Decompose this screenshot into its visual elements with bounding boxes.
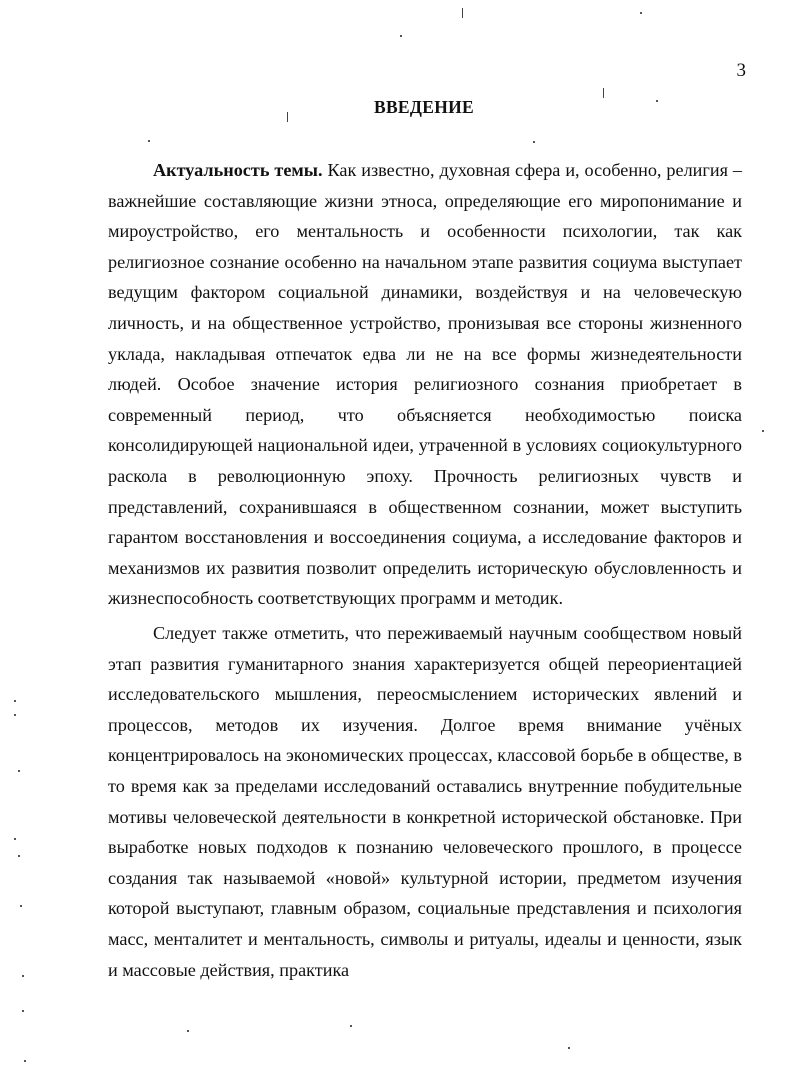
scan-speck — [640, 12, 642, 14]
scan-speck — [462, 8, 463, 18]
scan-speck — [400, 35, 402, 37]
scan-speck — [568, 1047, 570, 1049]
scan-speck — [20, 905, 22, 907]
scan-speck — [18, 770, 20, 772]
scan-speck — [22, 1010, 24, 1012]
scan-speck — [18, 855, 20, 857]
paragraph-lead: Актуальность темы. — [153, 160, 323, 180]
scan-speck — [14, 714, 16, 716]
paragraph-second — [108, 618, 742, 985]
scan-speck — [350, 1025, 352, 1027]
scan-speck — [603, 88, 604, 98]
section-title: ВВЕДЕНИЕ — [373, 97, 475, 117]
paragraph-relevance — [108, 155, 742, 614]
scan-speck — [656, 100, 658, 102]
scan-speck — [14, 838, 16, 840]
scan-speck — [287, 112, 288, 122]
scan-speck — [24, 1060, 26, 1062]
scan-speck — [22, 975, 24, 977]
scan-speck — [762, 430, 764, 432]
scan-speck — [533, 141, 535, 143]
scan-speck — [148, 140, 150, 142]
scan-speck — [14, 700, 16, 702]
paragraph-1 — [108, 155, 742, 614]
page-number: 3 — [736, 60, 746, 81]
paragraph-1-text: Как известно, духовная сфера и, особенно, религия – важнейшие составляющие жизни этноса, определяющие его миропонимание и мироустройство, его ментальность и особенности психологии, так как религиозное сознание особенно на начальном этапе развития социума выступает ведущим фактором социальной динамики, воздействуя и на человеческую личность, и на общественное устройство, пронизывая все стороны жизненного уклада, накладывая отпечаток едва ли не на все формы жизнедеятельности людей. Особое значение история религиозного сознания приобретает в современный период, что объясняется необходимостью поиска консолидирующей национальной идеи, утраченной в условиях социокультурного раскола в революционную эпоху. Прочность религиозных чувств и представлений, сохранившаяся в общественном сознании, может выступить гарантом восстановления и воссоединения социума, а исследование факторов и механизмов их развития позволит определить историческую обусловленность и жизнеспособность соответствующих программ и методик. — [108, 160, 742, 609]
paragraph-2: Следует также отметить, что переживаемый научным сообществом новый этап развития гуманитарного знания характеризуется общей переориентацией исследовательского мышления, переосмыслением исторических явлений и процессов, методов их изучения. Долгое время внимание учёных концентрировалось на экономических процессах, классовой борьбе в обществе, в то время как за пределами исследований оставались внутренние побудительные мотивы человеческой деятельности в конкретной исторической обстановке. При выработке новых подходов к познанию человеческого прошлого, в процессе создания так называемой «новой» культурной истории, предметом изучения которой выступают, главным образом, социальные представления и психология масс, менталитет и ментальность, символы и ритуалы, идеалы и ценности, язык и массовые действия, практика — [108, 623, 742, 980]
scan-speck — [187, 1030, 189, 1032]
